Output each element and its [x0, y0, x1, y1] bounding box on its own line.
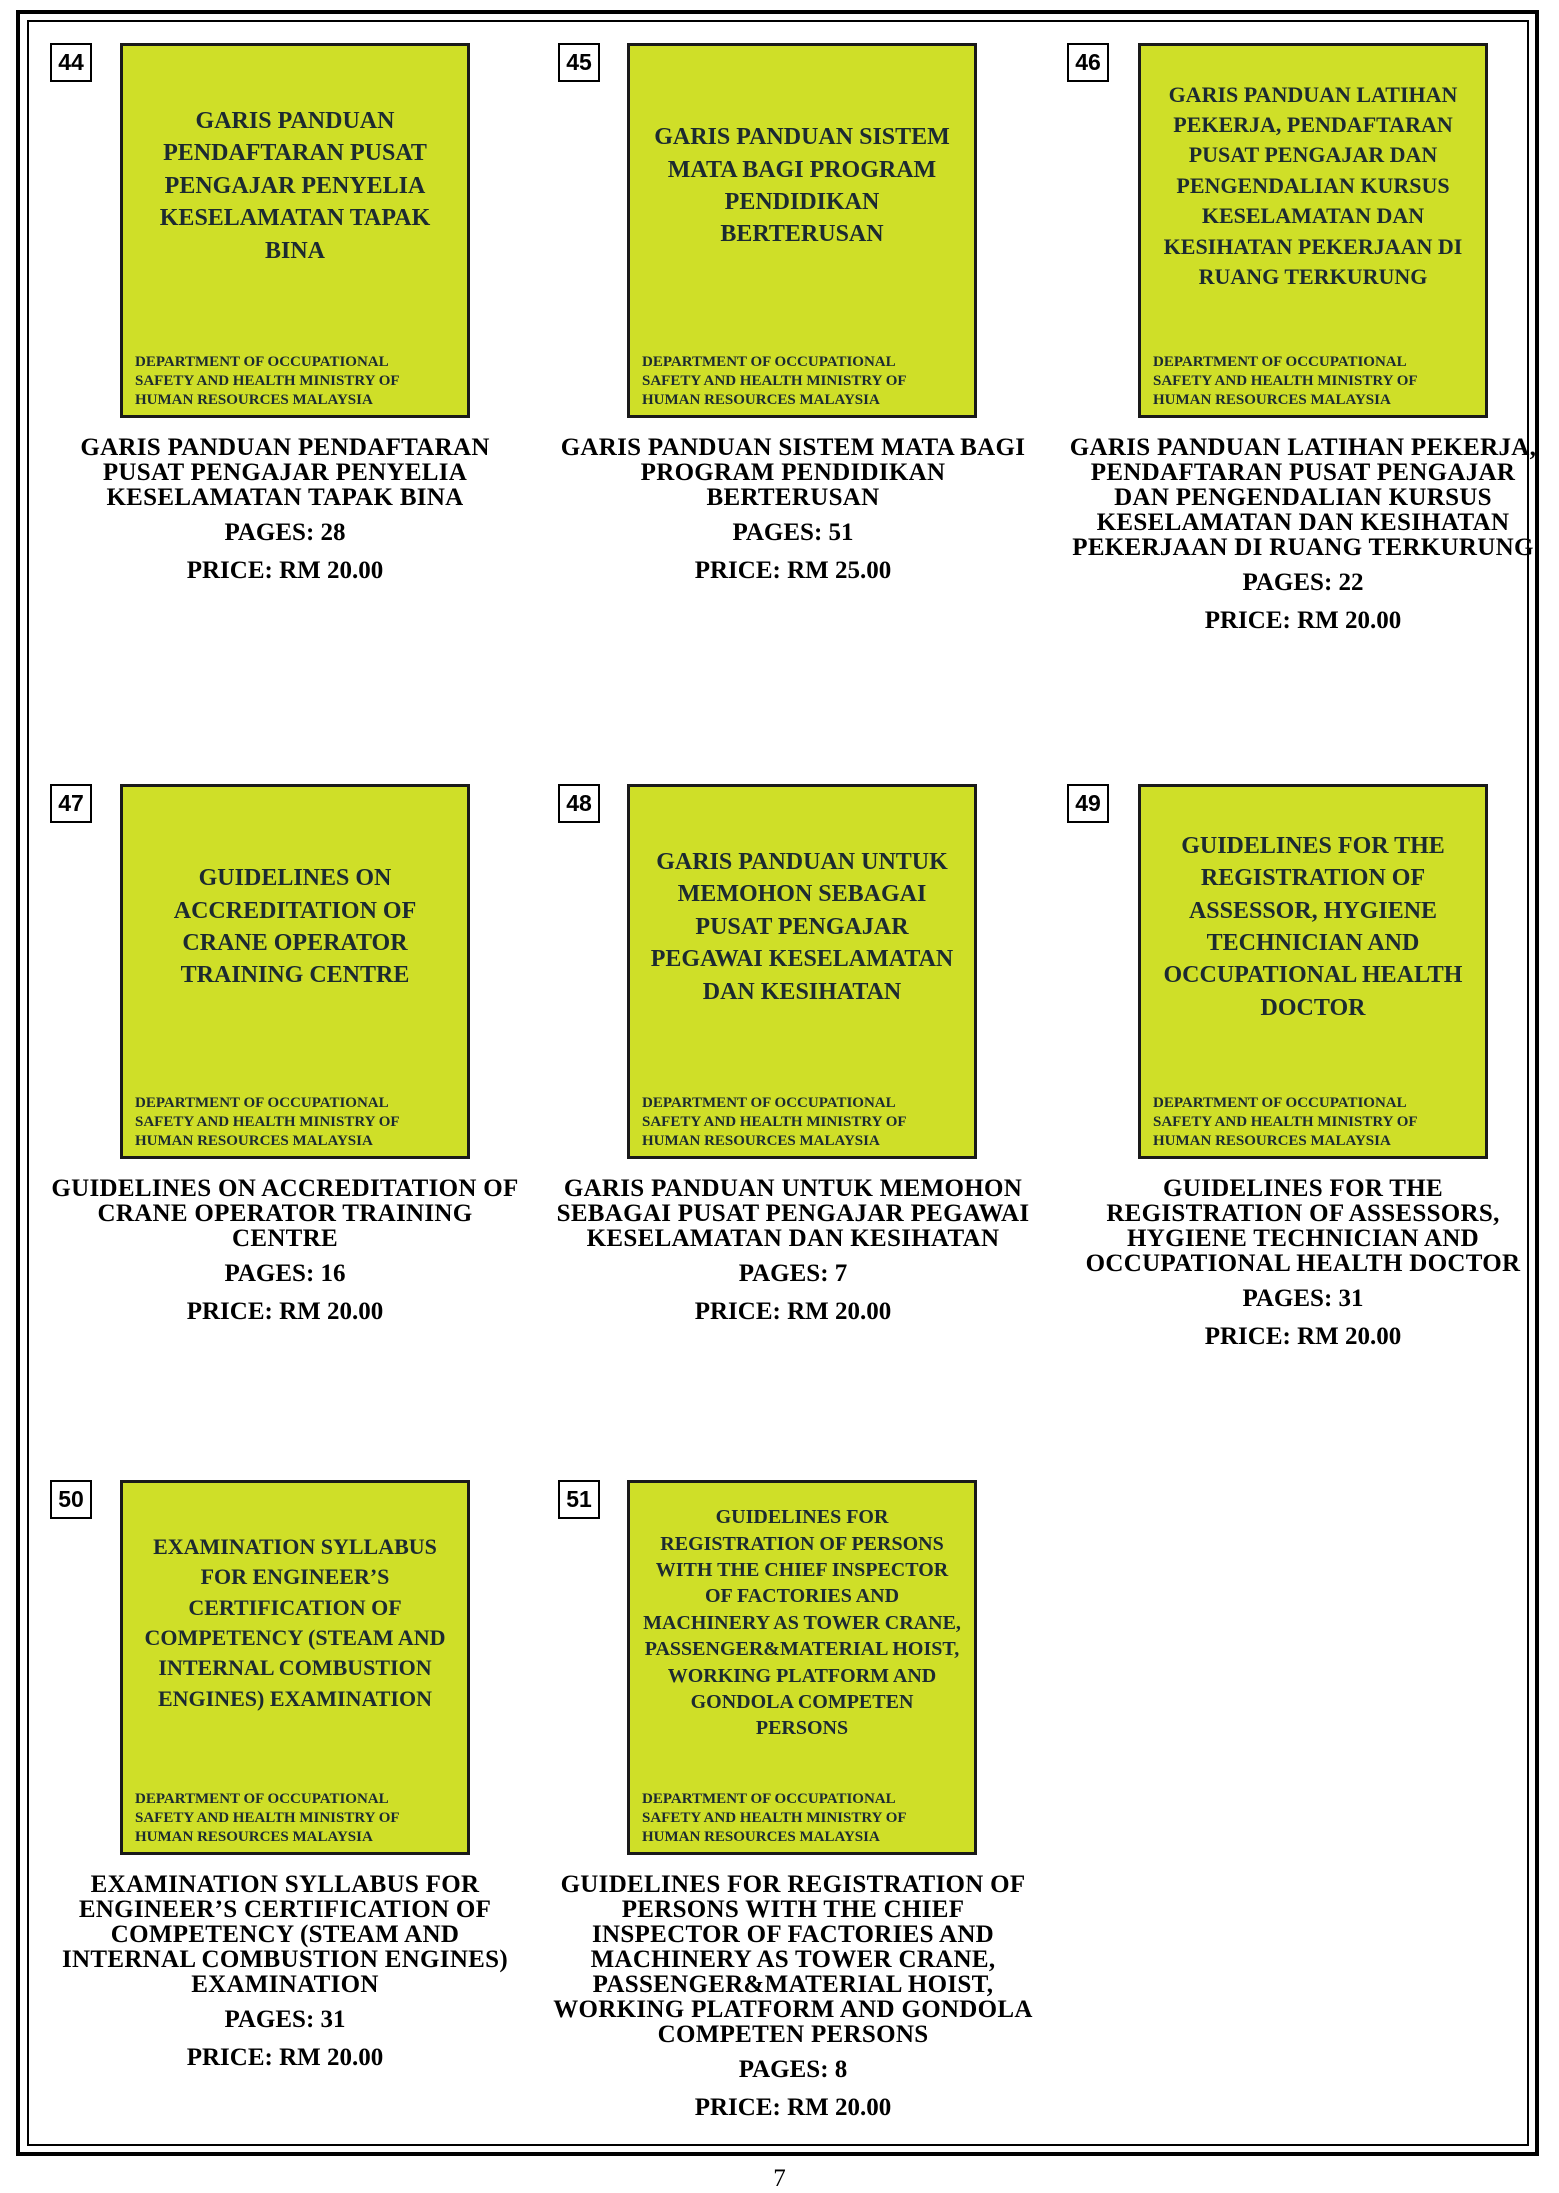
- item-pages: PAGES: 16: [224, 1260, 346, 1287]
- item-number: 49: [1067, 784, 1109, 823]
- book-cover: [627, 1480, 977, 1855]
- cover-title: GARIS PANDUAN LATIHAN PEKERJA, PENDAFTARAN PUSAT PENGAJAR DAN PENGENDALIAN KURSUS KESELAMATAN DAN KESIHATAN PEKERJAAN DI RUANG TERKURUNG: [1163, 81, 1463, 289]
- cover-publisher: DEPARTMENT OF OCCUPATIONAL SAFETY AND HEALTH MINISTRY OF HUMAN RESOURCES MALAYSIA: [1153, 354, 1418, 408]
- item-title: GARIS PANDUAN UNTUK MEMOHON SEBAGAI PUSAT PENGAJAR PEGAWAI KESELAMATAN DAN KESIHATAN: [556, 1175, 1030, 1252]
- item-number: 46: [1067, 43, 1109, 82]
- cover-title: GARIS PANDUAN PENDAFTARAN PUSAT PENGAJAR PENYELIA KESELAMATAN TAPAK BINA: [159, 108, 431, 264]
- book-cover: [1138, 784, 1488, 1159]
- item-info: [1063, 435, 1543, 640]
- page-number: 7: [773, 2165, 786, 2192]
- item-info: [553, 435, 1033, 590]
- item-title: GARIS PANDUAN PENDAFTARAN PUSAT PENGAJAR PENYELIA KESELAMATAN TAPAK BINA: [80, 434, 490, 511]
- cover-title: GARIS PANDUAN SISTEM MATA BAGI PROGRAM PENDIDIKAN BERTERUSAN: [654, 124, 950, 248]
- item-info: [1063, 1176, 1543, 1356]
- item-price: PRICE: RM 20.00: [1204, 1323, 1402, 1350]
- item-pages: PAGES: 31: [1242, 1285, 1364, 1312]
- book-cover: [120, 784, 470, 1159]
- cover-title: EXAMINATION SYLLABUS FOR ENGINEER’S CERTIFICATION OF COMPETENCY (STEAM AND INTERNAL COMBUSTION ENGINES) EXAMINATION: [144, 1533, 446, 1711]
- book-cover: [120, 43, 470, 418]
- book-cover: [120, 1480, 470, 1855]
- item-title: GUIDELINES ON ACCREDITATION OF CRANE OPERATOR TRAINING CENTRE: [51, 1175, 519, 1252]
- item-price: PRICE: RM 20.00: [694, 1298, 892, 1325]
- item-title: EXAMINATION SYLLABUS FOR ENGINEER’S CERTIFICATION OF COMPETENCY (STEAM AND INTERNAL COMBUSTION ENGINES) EXAMINATION: [62, 1871, 508, 1998]
- item-info: [45, 1176, 525, 1331]
- item-number: 51: [558, 1480, 600, 1519]
- item-pages: PAGES: 22: [1242, 569, 1364, 596]
- item-info: [553, 1176, 1033, 1331]
- item-price: PRICE: RM 20.00: [1204, 607, 1402, 634]
- book-cover: [627, 43, 977, 418]
- item-price: PRICE: RM 20.00: [186, 557, 384, 584]
- item-title: GUIDELINES FOR REGISTRATION OF PERSONS WITH THE CHIEF INSPECTOR OF FACTORIES AND MACHINERY AS TOWER CRANE, PASSENGER&MATERIAL HOIST, WORKING PLATFORM AND GONDOLA COMPETEN PERSONS: [553, 1871, 1033, 2048]
- item-info: [45, 435, 525, 590]
- cover-publisher: DEPARTMENT OF OCCUPATIONAL SAFETY AND HEALTH MINISTRY OF HUMAN RESOURCES MALAYSIA: [642, 1095, 907, 1149]
- book-cover: [1138, 43, 1488, 418]
- cover-title: GUIDELINES ON ACCREDITATION OF CRANE OPERATOR TRAINING CENTRE: [173, 865, 417, 989]
- cover-publisher: DEPARTMENT OF OCCUPATIONAL SAFETY AND HEALTH MINISTRY OF HUMAN RESOURCES MALAYSIA: [135, 1791, 400, 1845]
- cover-title: GARIS PANDUAN UNTUK MEMOHON SEBAGAI PUSAT PENGAJAR PEGAWAI KESELAMATAN DAN KESIHATAN: [650, 849, 954, 1005]
- item-title: GUIDELINES FOR THE REGISTRATION OF ASSESSORS, HYGIENE TECHNICIAN AND OCCUPATIONAL HEALTH DOCTOR: [1085, 1175, 1521, 1277]
- item-price: PRICE: RM 20.00: [186, 2044, 384, 2071]
- cover-publisher: DEPARTMENT OF OCCUPATIONAL SAFETY AND HEALTH MINISTRY OF HUMAN RESOURCES MALAYSIA: [135, 354, 400, 408]
- cover-publisher: DEPARTMENT OF OCCUPATIONAL SAFETY AND HEALTH MINISTRY OF HUMAN RESOURCES MALAYSIA: [135, 1095, 400, 1149]
- cover-title: GUIDELINES FOR THE REGISTRATION OF ASSESSOR, HYGIENE TECHNICIAN AND OCCUPATIONAL HEALTH DOCTOR: [1163, 832, 1463, 1021]
- item-price: PRICE: RM 25.00: [694, 557, 892, 584]
- item-pages: PAGES: 8: [738, 2056, 848, 2083]
- book-cover: [627, 784, 977, 1159]
- item-number: 45: [558, 43, 600, 82]
- cover-publisher: DEPARTMENT OF OCCUPATIONAL SAFETY AND HEALTH MINISTRY OF HUMAN RESOURCES MALAYSIA: [642, 1791, 907, 1845]
- item-pages: PAGES: 51: [732, 519, 854, 546]
- item-number: 50: [50, 1480, 92, 1519]
- item-title: GARIS PANDUAN LATIHAN PEKERJA, PENDAFTARAN PUSAT PENGAJAR DAN PENGENDALIAN KURSUS KESELAMATAN DAN KESIHATAN PEKERJAAN DI RUANG TERKURUNG: [1069, 434, 1537, 561]
- item-price: PRICE: RM 20.00: [694, 2094, 892, 2121]
- item-number: 48: [558, 784, 600, 823]
- item-price: PRICE: RM 20.00: [186, 1298, 384, 1325]
- item-title: GARIS PANDUAN SISTEM MATA BAGI PROGRAM PENDIDIKAN BERTERUSAN: [560, 434, 1026, 511]
- item-number: 44: [50, 43, 92, 82]
- cover-title: GUIDELINES FOR REGISTRATION OF PERSONS WITH THE CHIEF INSPECTOR OF FACTORIES AND MACHINERY AS TOWER CRANE, PASSENGER&MATERIAL HOIST, WORKING PLATFORM AND GONDOLA COMPETEN PERSONS: [643, 1506, 961, 1740]
- item-info: [45, 1872, 525, 2077]
- cover-publisher: DEPARTMENT OF OCCUPATIONAL SAFETY AND HEALTH MINISTRY OF HUMAN RESOURCES MALAYSIA: [642, 354, 907, 408]
- item-pages: PAGES: 31: [224, 2006, 346, 2033]
- item-info: [553, 1872, 1033, 2127]
- cover-publisher: DEPARTMENT OF OCCUPATIONAL SAFETY AND HEALTH MINISTRY OF HUMAN RESOURCES MALAYSIA: [1153, 1095, 1418, 1149]
- item-pages: PAGES: 7: [738, 1260, 848, 1287]
- item-pages: PAGES: 28: [224, 519, 346, 546]
- item-number: 47: [50, 784, 92, 823]
